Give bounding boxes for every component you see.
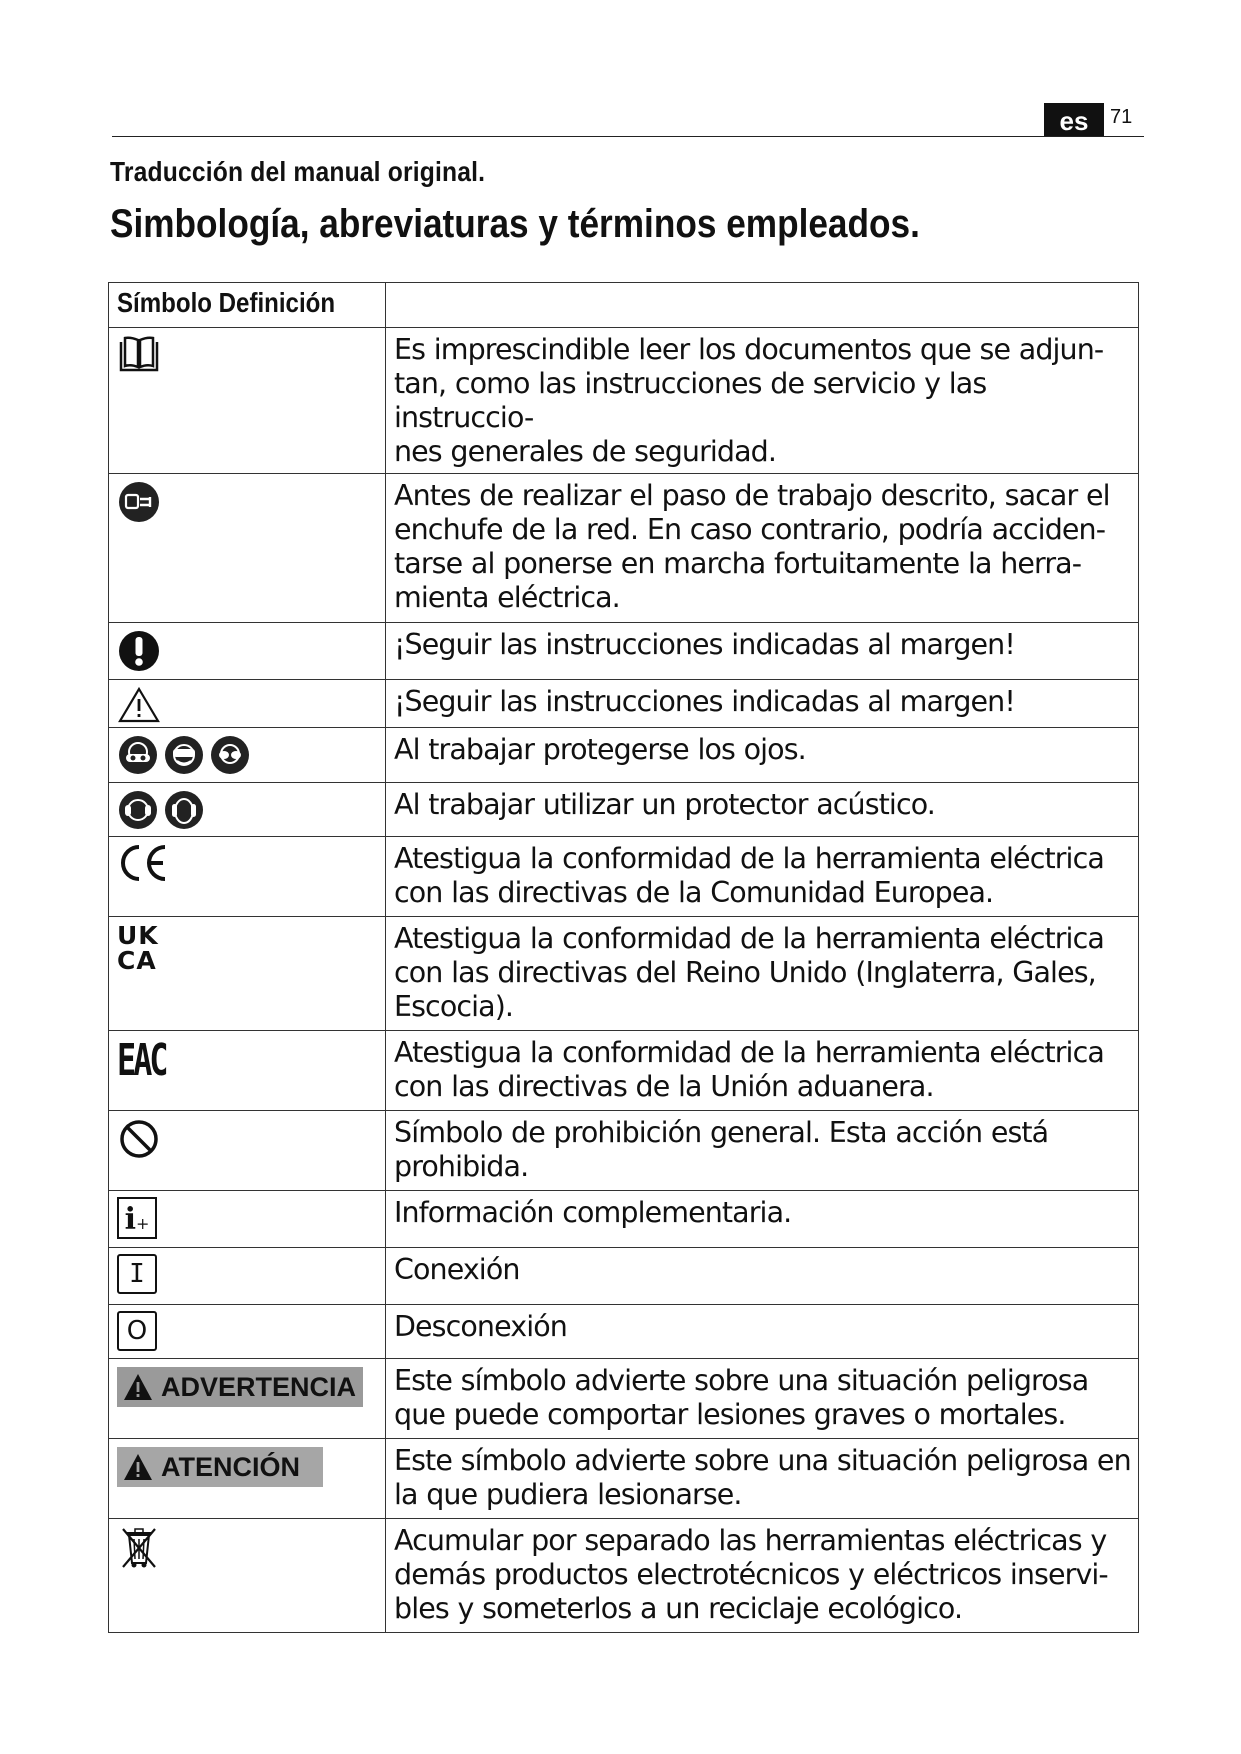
symbols-table bbox=[108, 282, 1139, 1633]
table-row bbox=[109, 328, 1139, 474]
table-row bbox=[109, 680, 1139, 728]
table-row bbox=[109, 783, 1139, 837]
table-header-row bbox=[109, 283, 1139, 328]
caution-label-text: ATENCIÓN bbox=[161, 1451, 300, 1482]
safety-glasses-icon bbox=[209, 734, 251, 776]
language-badge: es bbox=[1044, 103, 1104, 136]
document-subtitle: Traducción del manual original. bbox=[110, 156, 486, 187]
definition-cell: Desconexión bbox=[386, 1305, 1139, 1359]
mandatory-exclamation-icon bbox=[117, 629, 161, 673]
definition-cell: Atestigua la conformidad de la herramienta eléctrica con las directivas del Reino Unido (Inglaterra, Gales, Escocia). bbox=[386, 917, 1139, 1031]
ukca-uk-text: UK bbox=[117, 921, 159, 950]
column-header-empty bbox=[386, 283, 1139, 328]
book-manual-icon bbox=[117, 334, 161, 374]
face-shield-icon bbox=[163, 734, 205, 776]
definition-cell: Al trabajar protegerse los ojos. bbox=[386, 728, 1139, 783]
warning-triangle-icon bbox=[117, 686, 161, 724]
power-on-icon: I bbox=[117, 1254, 157, 1294]
table-row bbox=[109, 623, 1139, 680]
ear-muffs-icon bbox=[117, 789, 159, 831]
definition-cell: Es imprescindible leer los documentos que se adjun- tan, como las instrucciones de servicio y las instruccio- nes generales de seguridad. bbox=[386, 328, 1139, 474]
warning-triangle-icon bbox=[123, 1453, 153, 1481]
page-title: Simbología, abreviaturas y términos empleados. bbox=[110, 202, 920, 246]
definition-cell: Atestigua la conformidad de la herramienta eléctrica con las directivas de la Comunidad Europea. bbox=[386, 837, 1139, 917]
caution-label-icon bbox=[117, 1447, 323, 1487]
eye-protection-icons bbox=[117, 734, 385, 776]
table-row bbox=[109, 1191, 1139, 1248]
table-row bbox=[109, 1439, 1139, 1519]
header-rule bbox=[112, 136, 1144, 137]
ear-plugs-icon bbox=[163, 789, 205, 831]
warning-triangle-icon bbox=[123, 1373, 153, 1401]
table-row bbox=[109, 1111, 1139, 1191]
definition-cell: Este símbolo advierte sobre una situación peligrosa en la que pudiera lesionarse. bbox=[386, 1439, 1139, 1519]
table-row bbox=[109, 1359, 1139, 1439]
weee-bin-icon bbox=[117, 1525, 161, 1569]
unplug-icon bbox=[117, 480, 161, 524]
warning-label-icon bbox=[117, 1367, 363, 1407]
definition-cell: Al trabajar utilizar un protector acústico. bbox=[386, 783, 1139, 837]
definition-cell: Acumular por separado las herramientas eléctricas y demás productos electrotécnicos y eléctricos inservi- bles y someterlos a un reciclaje ecológico. bbox=[386, 1519, 1139, 1633]
ukca-ca-text: CA bbox=[117, 946, 157, 975]
page-number: 71 bbox=[1110, 106, 1133, 128]
power-off-icon: O bbox=[117, 1311, 157, 1351]
info-letter: i bbox=[124, 1202, 136, 1237]
table-row bbox=[109, 1519, 1139, 1633]
info-plus: + bbox=[136, 1214, 150, 1233]
ce-mark-icon bbox=[117, 843, 173, 883]
definition-cell: Símbolo de prohibición general. Esta acción está prohibida. bbox=[386, 1111, 1139, 1191]
column-header: Símbolo Definición bbox=[109, 283, 386, 328]
ukca-mark-icon bbox=[117, 923, 385, 973]
warning-label-text: ADVERTENCIA bbox=[161, 1371, 357, 1402]
table-row bbox=[109, 1031, 1139, 1111]
definition-cell: ¡Seguir las instrucciones indicadas al margen! bbox=[386, 680, 1139, 728]
table-row bbox=[109, 917, 1139, 1031]
eac-mark-icon: EAC bbox=[117, 1035, 166, 1086]
prohibition-icon bbox=[117, 1117, 161, 1161]
ear-protection-icons bbox=[117, 789, 385, 831]
table-row bbox=[109, 728, 1139, 783]
definition-cell: ¡Seguir las instrucciones indicadas al margen! bbox=[386, 623, 1139, 680]
definition-cell: Información complementaria. bbox=[386, 1191, 1139, 1248]
table-row bbox=[109, 1305, 1139, 1359]
table-row bbox=[109, 1248, 1139, 1305]
info-plus-icon bbox=[117, 1197, 157, 1239]
safety-goggles-icon bbox=[117, 734, 159, 776]
definition-cell: Atestigua la conformidad de la herramienta eléctrica con las directivas de la Unión aduanera. bbox=[386, 1031, 1139, 1111]
table-row bbox=[109, 837, 1139, 917]
definition-cell: Este símbolo advierte sobre una situación peligrosa que puede comportar lesiones graves o mortales. bbox=[386, 1359, 1139, 1439]
definition-cell: Antes de realizar el paso de trabajo descrito, sacar el enchufe de la red. En caso contrario, podría acciden- tarse al ponerse en marcha fortuitamente la herra- mienta eléctrica. bbox=[386, 474, 1139, 623]
table-row bbox=[109, 474, 1139, 623]
definition-cell: Conexión bbox=[386, 1248, 1139, 1305]
